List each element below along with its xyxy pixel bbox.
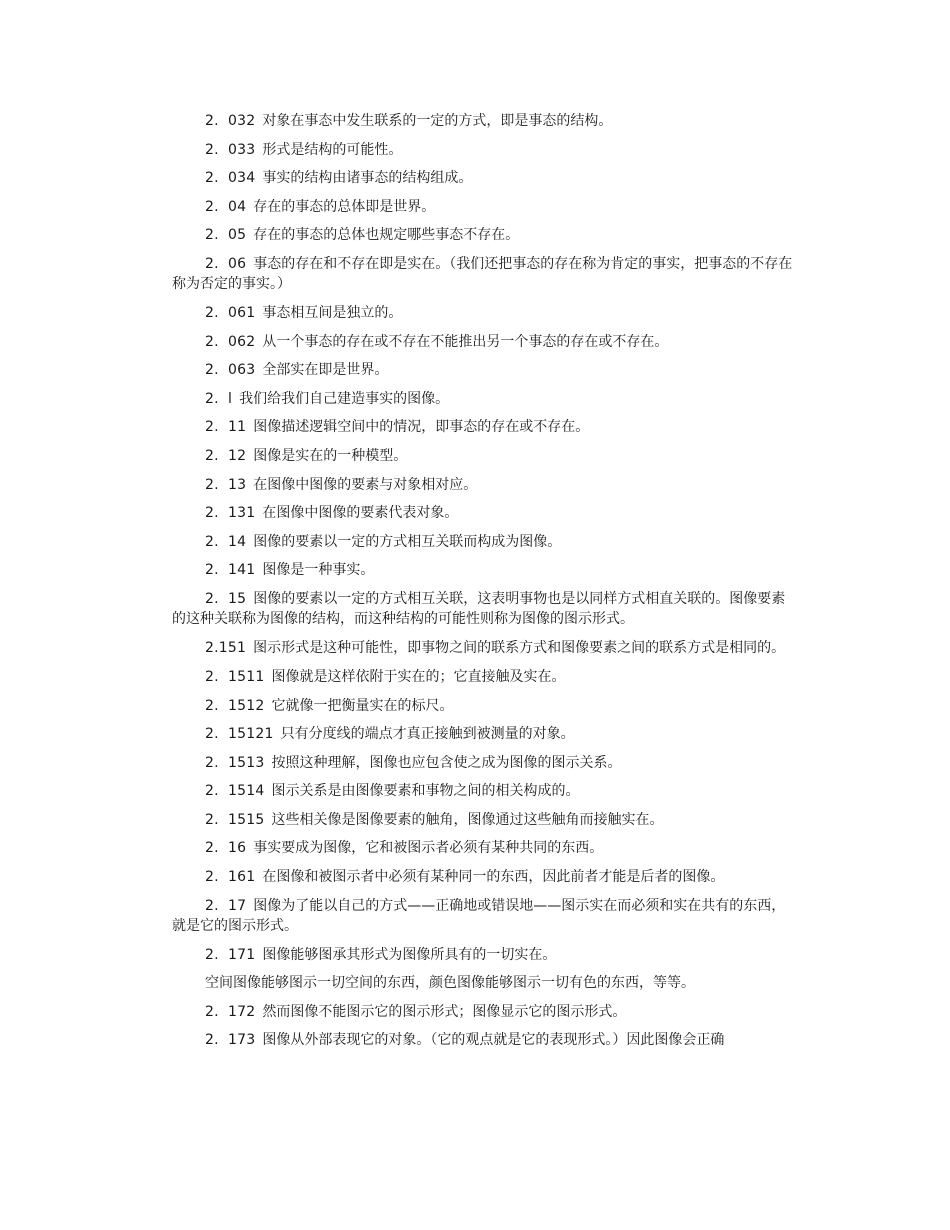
proposition-2-1 — [172, 389, 797, 409]
proposition-number: 2. 15121 — [205, 726, 274, 743]
proposition-2-1513 — [172, 753, 797, 773]
proposition-number: 2. 172 — [205, 1003, 256, 1020]
proposition-number: 2. 1512 — [205, 697, 265, 714]
proposition-number: 2. l — [205, 390, 233, 407]
proposition-2-161 — [172, 867, 797, 887]
proposition-2-06 — [172, 254, 797, 294]
proposition-2-11 — [172, 417, 797, 437]
proposition-number: 2. 06 — [205, 255, 247, 272]
proposition-text: 在图像和被图示者中必须有某种同一的东西，因此前者才能是后者的图像。 — [262, 869, 725, 886]
proposition-2-034 — [172, 168, 797, 188]
proposition-2-05 — [172, 225, 797, 245]
proposition-text: 图示形式是这种可能性，即事物之间的联系方式和图像要素之间的联系方式是相同的。 — [253, 639, 786, 656]
proposition-number: 2. 16 — [205, 840, 247, 857]
proposition-text: 图像的要素以一定的方式相互关联而构成为图像。 — [253, 533, 562, 550]
proposition-text: 图像是一种事实。 — [262, 562, 375, 579]
proposition-text: 图像描述逻辑空间中的情况，即事态的存在或不存在。 — [253, 419, 590, 436]
proposition-2-17 — [172, 896, 797, 936]
proposition-number: 2. 173 — [205, 1032, 256, 1049]
proposition-number: 2. 17 — [205, 897, 247, 914]
proposition-number: 2. 032 — [205, 113, 256, 129]
proposition-text: 图像就是这样依附于实在的；它直接触及实在。 — [271, 668, 566, 685]
proposition-2-12 — [172, 446, 797, 466]
proposition-number: 2. 034 — [205, 170, 256, 187]
proposition-2-032 — [172, 111, 797, 131]
proposition-text: 存在的事态的总体即是世界。 — [253, 198, 436, 215]
proposition-2-131 — [172, 503, 797, 523]
document-body — [172, 111, 797, 1059]
proposition-number: 2. 131 — [205, 505, 256, 522]
proposition-text: 图像为了能以自己的方式——正确地或错误地——图示实在而必须和实在共有的东西，就是它的图示形式。 — [172, 897, 786, 934]
proposition-2-1515 — [172, 810, 797, 830]
proposition-2-171 — [172, 945, 797, 965]
proposition-2-141 — [172, 560, 797, 580]
proposition-number: 2. 1515 — [205, 811, 265, 828]
proposition-2-15121 — [172, 724, 797, 744]
proposition-text: 全部实在即是世界。 — [262, 362, 389, 379]
proposition-text: 从一个事态的存在或不存在不能推出另一个事态的存在或不存在。 — [262, 333, 669, 350]
proposition-text: 事实的结构由诸事态的结构组成。 — [262, 170, 473, 187]
proposition-2-062 — [172, 332, 797, 352]
proposition-2-033 — [172, 140, 797, 160]
proposition-text: 图像的要素以一定的方式相互关联，这表明事物也是以同样方式相直关联的。图像要素的这种关联称为图像的结构，而这种结构的可能性则称为图像的图示形式。 — [172, 590, 786, 627]
proposition-2-173 — [172, 1030, 797, 1050]
proposition-text: 我们给我们自己建造事实的图像。 — [239, 390, 450, 407]
proposition-text: 然而图像不能图示它的图示形式；图像显示它的图示形式。 — [262, 1003, 627, 1020]
proposition-number: 2. 12 — [205, 447, 247, 464]
proposition-text: 对象在事态中发生联系的一定的方式，即是事态的结构。 — [262, 113, 613, 129]
proposition-number: 2. 033 — [205, 141, 256, 158]
proposition-text: 存在的事态的总体也规定哪些事态不存在。 — [253, 227, 520, 244]
proposition-number: 2. 062 — [205, 333, 256, 350]
proposition-number: 2. 063 — [205, 362, 256, 379]
proposition-2-14 — [172, 532, 797, 552]
proposition-number: 2. 061 — [205, 304, 256, 321]
proposition-number: 2. 1513 — [205, 754, 265, 771]
proposition-text: 在图像中图像的要素与对象相对应。 — [253, 476, 478, 493]
proposition-text: 空间图像能够图示一切空间的东西，颜色图像能够图示一切有色的东西，等等。 — [205, 975, 695, 992]
proposition-2-171-remark — [172, 973, 797, 993]
proposition-text: 图像从外部表现它的对象。（它的观点就是它的表现形式。）因此图像会正确 — [262, 1032, 725, 1049]
proposition-text: 形式是结构的可能性。 — [262, 141, 403, 158]
proposition-number: 2. 171 — [205, 946, 256, 963]
proposition-2-172 — [172, 1002, 797, 1022]
proposition-2-063 — [172, 360, 797, 380]
proposition-2-1511 — [172, 667, 797, 687]
proposition-number: 2. 14 — [205, 533, 247, 550]
proposition-2-151 — [172, 638, 797, 658]
proposition-2-1514 — [172, 781, 797, 801]
proposition-2-1512 — [172, 696, 797, 716]
proposition-text: 它就像一把衡量实在的标尺。 — [271, 697, 454, 714]
proposition-number: 2. 161 — [205, 869, 256, 886]
proposition-text: 图像是实在的一种模型。 — [253, 447, 408, 464]
proposition-number: 2. 1511 — [205, 668, 265, 685]
proposition-text: 事态相互间是独立的。 — [262, 304, 403, 321]
proposition-number: 2. 05 — [205, 227, 247, 244]
proposition-2-16 — [172, 838, 797, 858]
proposition-text: 事态的存在和不存在即是实在。（我们还把事态的存在称为肯定的事实，把事态的不存在称为否定的事实。） — [172, 255, 793, 292]
proposition-text: 在图像中图像的要素代表对象。 — [262, 505, 459, 522]
proposition-text: 这些相关像是图像要素的触角，图像通过这些触角而接触实在。 — [271, 811, 664, 828]
proposition-number: 2.151 — [205, 639, 247, 656]
proposition-text: 事实要成为图像，它和被图示者必须有某种共同的东西。 — [253, 840, 604, 857]
proposition-number: 2. 13 — [205, 476, 247, 493]
proposition-2-13 — [172, 475, 797, 495]
proposition-number: 2. 15 — [205, 590, 247, 607]
proposition-number: 2. 11 — [205, 419, 247, 436]
proposition-2-15 — [172, 589, 797, 629]
proposition-2-04 — [172, 197, 797, 217]
proposition-2-061 — [172, 303, 797, 323]
proposition-number: 2. 04 — [205, 198, 247, 215]
proposition-text: 图像能够图承其形式为图像所具有的一切实在。 — [262, 946, 557, 963]
proposition-number: 2. 1514 — [205, 783, 265, 800]
proposition-text: 只有分度线的端点才真正接触到被测量的对象。 — [280, 726, 575, 743]
proposition-text: 按照这种理解，图像也应包含使之成为图像的图示关系。 — [271, 754, 622, 771]
proposition-text: 图示关系是由图像要素和事物之间的相关构成的。 — [271, 783, 580, 800]
proposition-number: 2. 141 — [205, 562, 256, 579]
